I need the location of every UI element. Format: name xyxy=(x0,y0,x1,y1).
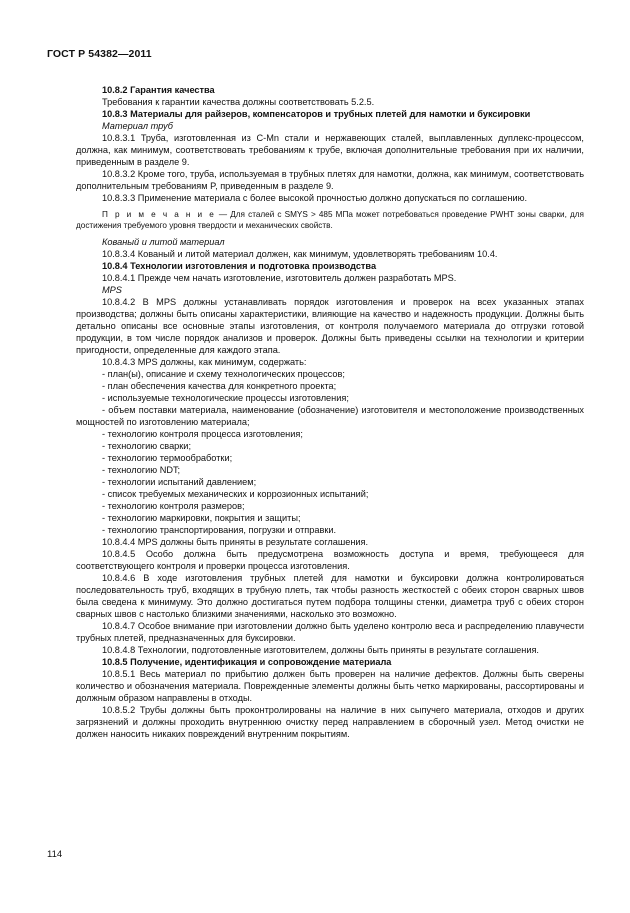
clause-10-8-4-7: 10.8.4.7 Особое внимание при изготовлении должно быть уделено контролю веса и распределению плавучести трубных плетей, предназначенных для буксировки. xyxy=(76,621,584,643)
clause-10-8-5-2: 10.8.5.2 Трубы должны быть проконтролированы на наличие в них сыпучего материала, отходов и других загрязнений и должны проходить внутреннюю очистку перед направлением в сборочный узел. Метод очистки не должен наносить никаких повреждений внутренним покрытиям. xyxy=(76,705,584,739)
list-item: - план(ы), описание и схему технологических процессов; xyxy=(102,369,345,379)
section-10-8-4-title: 10.8.4 Технологии изготовления и подготовка производства xyxy=(102,261,377,271)
list-item: - план обеспечения качества для конкретного проекта; xyxy=(102,381,337,391)
clause-10-8-3-4: 10.8.3.4 Кованый и литой материал должен, как минимум, удовлетворять требованиям 10.4. xyxy=(102,249,498,259)
subheading-mps: MPS xyxy=(102,285,122,295)
clause-10-8-4-2: 10.8.4.2 В MPS должны устанавливать порядок изготовления и проверок на всех указанных этапах производства; должны быть описаны характеристики, влияющие на качество и надежность продукции. Должны быть детально описаны все основные этапы изготовления, от контроля получаемого материала до отгрузки готовой продукции, в том числе порядок анализов и проверок. Должны быть приведены ссылки на технологии и критерии пригодности, определенные для каждого этапа. xyxy=(76,297,584,355)
clause-10-8-4-3: 10.8.4.3 MPS должны, как минимум, содержать: xyxy=(102,357,307,367)
document-header: ГОСТ Р 54382—2011 xyxy=(47,48,152,60)
list-item: - технологию контроля процесса изготовления; xyxy=(102,429,303,439)
list-item: - технологию сварки; xyxy=(102,441,191,451)
list-item: - список требуемых механических и коррозионных испытаний; xyxy=(102,489,369,499)
note xyxy=(76,209,584,231)
subheading-pipe-material: Материал труб xyxy=(102,121,173,131)
list-item: - технологию транспортирования, погрузки и отправки. xyxy=(102,525,337,535)
section-10-8-2-text: Требования к гарантии качества должны соответствовать 5.2.5. xyxy=(102,97,375,107)
list-item: - используемые технологические процессы изготовления; xyxy=(102,393,349,403)
note-label: П р и м е ч а н и е xyxy=(102,210,216,219)
list-item: - технологию маркировки, покрытия и защиты; xyxy=(102,513,301,523)
clause-10-8-4-1: 10.8.4.1 Прежде чем начать изготовление, изготовитель должен разработать MPS. xyxy=(102,273,457,283)
clause-10-8-3-1: 10.8.3.1 Труба, изготовленная из C-Mn стали и нержавеющих сталей, выплавленных дуплекс-процессом, должна, как минимум, соответствовать требованиям к трубе, включая дополнительные требования при их наличии, приведенным в разделе 9. xyxy=(76,133,584,167)
page-number: 114 xyxy=(47,849,63,860)
clause-10-8-3-3: 10.8.3.3 Применение материала с более высокой прочностью должно допускаться по соглашению. xyxy=(102,193,528,203)
clause-10-8-4-8: 10.8.4.8 Технологии, подготовленные изготовителем, должны быть приняты в результате соглашения. xyxy=(102,645,539,655)
list-item: - технологию NDT; xyxy=(102,465,181,475)
section-10-8-3-title: 10.8.3 Материалы для райзеров, компенсаторов и трубных плетей для намотки и буксировки xyxy=(102,109,531,119)
clause-10-8-3-2: 10.8.3.2 Кроме того, труба, используемая в трубных плетях для намотки, должна, как минимум, соответствовать дополнительным требованиям P, приведенным в разделе 9. xyxy=(76,169,584,191)
note-text: — Для сталей с SMYS > 485 МПа может потребоваться проведение PWHT зоны сварки, для достижения требуемого уровня твердости и механических свойств. xyxy=(76,210,584,230)
clause-10-8-5-1: 10.8.5.1 Весь материал по прибытию должен быть проверен на наличие дефектов. Должны быть сверены количество и обозначения материала. Поврежденные элементы должны быть четко маркированы, рассортированы и должным образом направлены в отходы. xyxy=(76,669,584,703)
document-body xyxy=(76,84,584,740)
clause-10-8-4-5: 10.8.4.5 Особо должна быть предусмотрена возможность доступа и время, требующееся для соответствующего контроля и проверки процесса изготовления. xyxy=(76,549,584,571)
list-item: - объем поставки материала, наименование (обозначение) изготовителя и местоположение производственных мощностей по изготовлению материала; xyxy=(76,405,584,427)
clause-10-8-4-6: 10.8.4.6 В ходе изготовления трубных плетей для намотки и буксировки должна контролироваться последовательность труб, входящих в трубную плеть, так чтобы разность жесткостей с обеих сторон сварных швов была сведена к минимуму. Это должно достигаться путем подбора толщины стенки, диаметра труб с обеих сторон сварных швов с настолько близкими значениями, насколько это возможно. xyxy=(76,573,584,619)
list-item: - технологию контроля размеров; xyxy=(102,501,245,511)
list-item: - технологии испытаний давлением; xyxy=(102,477,257,487)
section-10-8-2-title: 10.8.2 Гарантия качества xyxy=(102,85,215,95)
clause-10-8-4-4: 10.8.4.4 MPS должны быть приняты в результате соглашения. xyxy=(102,537,369,547)
subheading-forged-material: Кованый и литой материал xyxy=(102,237,225,247)
list-item: - технологию термообработки; xyxy=(102,453,233,463)
section-10-8-5-title: 10.8.5 Получение, идентификация и сопровождение материала xyxy=(102,657,392,667)
